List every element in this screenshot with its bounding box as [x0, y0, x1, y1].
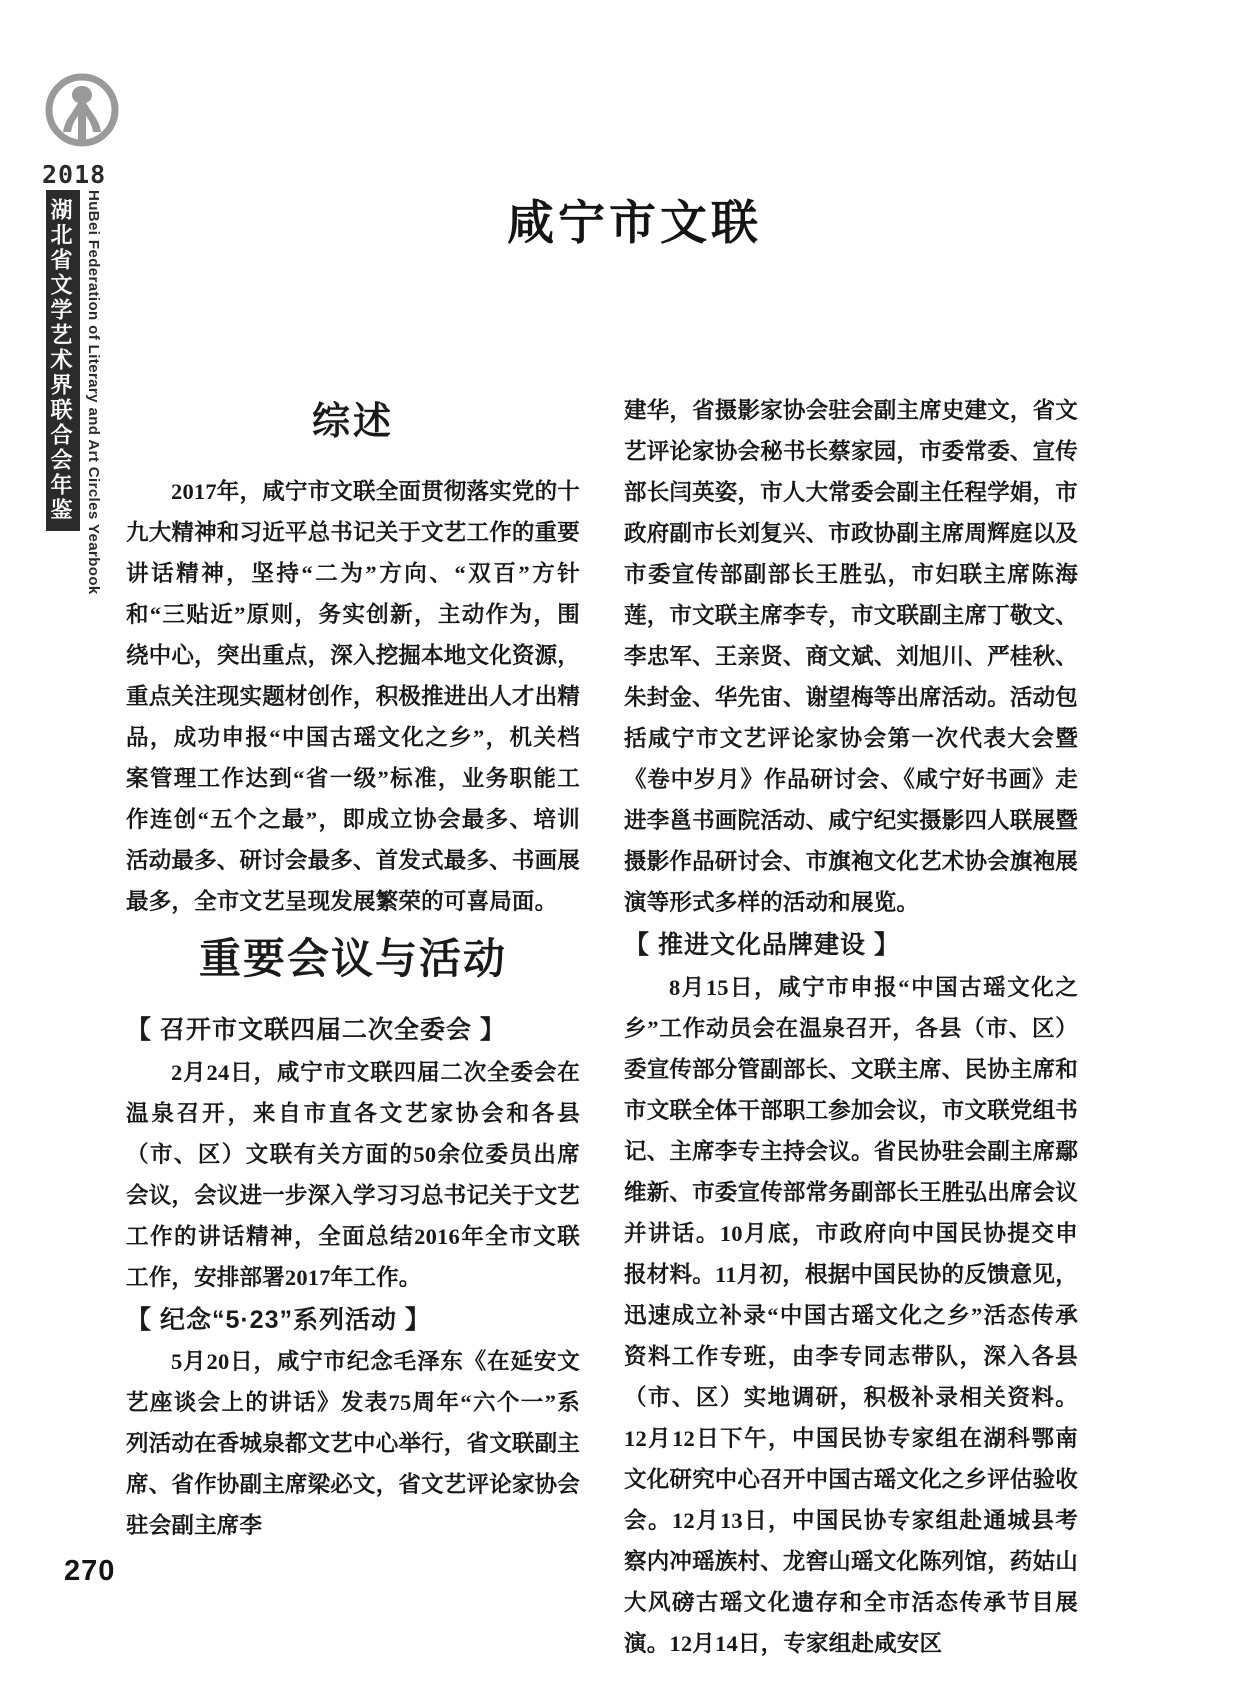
masthead	[36, 70, 146, 595]
subheading-plenary-session: 【 召开市文联四届二次全委会 】	[126, 1016, 506, 1044]
subheading-523-series: 【 纪念“5·23”系列活动 】	[126, 1305, 431, 1334]
masthead-year: 2018	[42, 160, 107, 189]
heading-overview: 综述	[311, 401, 394, 443]
body-columns	[126, 390, 1078, 1668]
page-title: 咸宁市文联	[507, 198, 762, 250]
paragraph-plenary-session: 2月24日，咸宁市文联四届二次全委会在温泉召开，来自市直各文艺家协会和各县（市、区）文联有关方面的50余位委员出席会议，会议进一步深入学习习总书记关于文艺工作的讲话精神，全面总结2016年全市文联工作，安排部署2017年工作。	[126, 1059, 581, 1290]
paragraph-523-series: 5月20日，咸宁市纪念毛泽东《在延安文艺座谈会上的讲话》发表75周年“六个一”系列活动在香城泉都文艺中心举行，省文联副主席、省作协副主席梁必文，省文艺评论家协会驻会副主席李	[126, 1349, 581, 1538]
paragraph-continued: 建华，省摄影家协会驻会副主席史建文，省文艺评论家协会秘书长蔡家园，市委常委、宣传部长闫英姿，市人大常委会副主任程学娟，市政府副市长刘复兴、市政协副主席周辉庭以及市委宣传部副部长王胜弘，市妇联主席陈海莲，市文联主席李专，市文联副主席丁敬文、李忠军、王亲贤、商文斌、刘旭川、严桂秋、朱封金、华先宙、谢望梅等出席活动。活动包括咸宁市文艺评论家协会第一次代表大会暨《卷中岁月》作品研讨会、《咸宁好书画》走进李邕书画院活动、咸宁纪实摄影四人联展暨摄影作品研讨会、市旗袍文化艺术协会旗袍展演等形式多样的活动和展览。	[624, 398, 1079, 915]
spine-english-title: HuBei Federation of Literary and Art Circles Yearbook	[85, 190, 102, 595]
hubei-federation-emblem-icon	[40, 70, 124, 154]
spine-chinese-title: 湖北省文学艺术界联合会年鉴	[46, 190, 80, 531]
subheading-cultural-brand: 【 推进文化品牌建设 】	[624, 931, 900, 959]
paragraph-cultural-brand: 8月15日，咸宁市申报“中国古瑶文化之乡”工作动员会在温泉召开，各县（市、区）委宣传部分管副部长、文联主席、民协主席和市文联全体干部职工参加会议，市文联党组书记、主席李专主持会议。省民协驻会副主席鄢维新、市委宣传部常务副部长王胜弘出席会议并讲话。10月底，市政府向中国民协提交申报材料。11月初，根据中国民协的反馈意见，迅速成立补录“中国古瑶文化之乡”活态传承资料工作专班，由李专同志带队，深入各县（市、区）实地调研，积极补录相关资料。12月12日下午，中国民协专家组在湖科鄂南文化研究中心召开中国古瑶文化之乡评估验收会。12月13日，中国民协专家组赴通城县考察内冲瑶族村、龙窖山瑶文化陈列馆，药姑山大风磅古瑶文化遗存和全市活态传承节目展演。12月14日，专家组赴咸安区	[624, 974, 1079, 1656]
paragraph-overview: 2017年，咸宁市文联全面贯彻落实党的十九大精神和习近平总书记关于文艺工作的重要讲话精神，坚持“二为”方向、“双百”方针和“三贴近”原则，务实创新，主动作为，围绕中心，突出重点，深入挖掘本地文化资源，重点关注现实题材创作，积极推进出人才出精品，成功申报“中国古瑶文化之乡”，机关档案管理工作达到“省一级”标准，业务职能工作连创“五个之最”，即成立协会最多、培训活动最多、研讨会最多、首发式最多、书画展最多，全市文艺呈现发展繁荣的可喜局面。	[126, 479, 581, 914]
right-column	[624, 390, 1078, 1668]
heading-important-meetings: 重要会议与活动	[198, 935, 507, 982]
page-number: 270	[64, 1555, 116, 1587]
left-column	[126, 390, 580, 1668]
